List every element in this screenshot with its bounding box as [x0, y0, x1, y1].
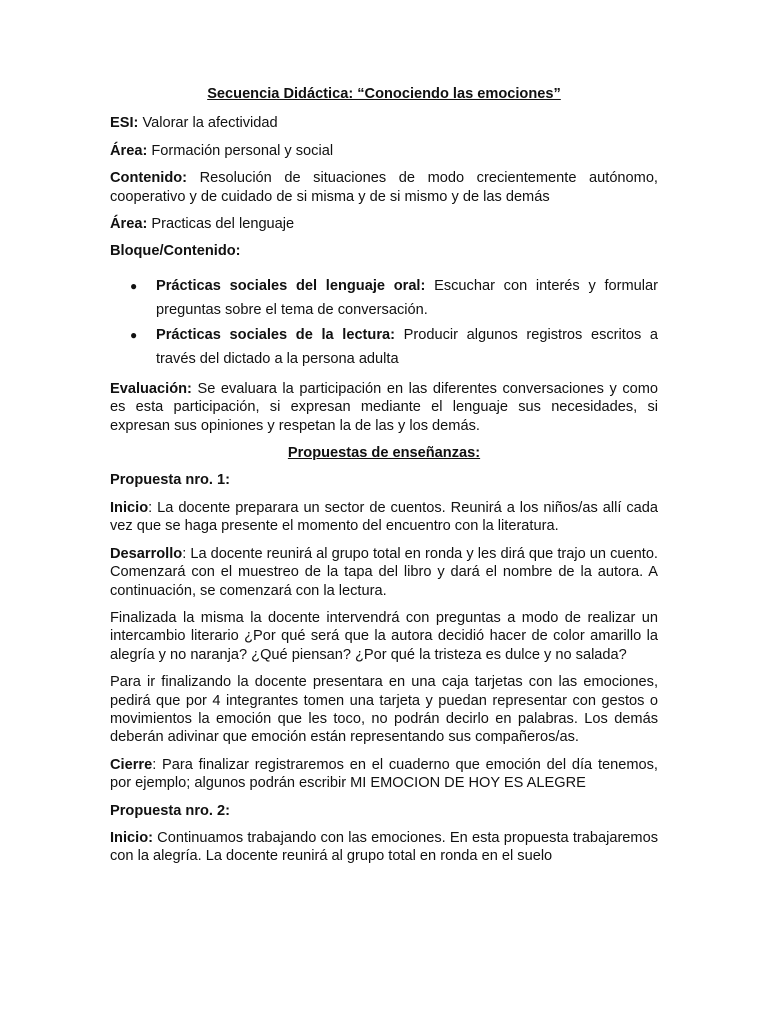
propuestas-heading: Propuestas de enseñanzas: [287, 445, 481, 462]
inicio-label: Inicio: [110, 829, 153, 846]
propuesta-title-text: Propuesta nro. 1: [110, 472, 231, 489]
inicio-text: Continuamos trabajando con las emociones. En esta propuesta trabajaremos con la alegría. La docente reunirá al grupo total en ronda en el suelo [110, 829, 658, 865]
esi-line [110, 114, 658, 132]
desarrollo-text: : La docente reunirá al grupo total en ronda y les dirá que trajo un cuento. Comenzará con el muestreo de la tapa del libro y dará el nombre de la autora. A continuación, se comenzará con la lectura. [110, 545, 658, 599]
bloque-contenido-line [110, 242, 658, 260]
bullet-label: Prácticas sociales del lenguaje oral: [156, 277, 426, 294]
evaluacion-paragraph [110, 380, 658, 435]
contenido-text: Resolución de situaciones de modo crecientemente autónomo, cooperativo y de cuidado de si misma y de si mismo y de las demás [110, 170, 658, 205]
propuesta-1-paragraph-tarjetas: Para ir finalizando la docente presentara en una caja tarjetas con las emociones, pedirá que por 4 integrantes tomen una tarjeta y puedan representar con gestos o movimientos la emoción que les toco, no podrán decirlo en palabras. Los demás deberán adivinar que emoción están representando sus compañeros/as. [110, 674, 658, 746]
propuesta-1-title [110, 471, 658, 489]
area-formacion-line [110, 142, 658, 160]
evaluacion-label: Evaluación: [110, 380, 192, 397]
area-text: Practicas del lenguaje [147, 216, 295, 233]
propuesta-1-desarrollo [110, 545, 658, 600]
inicio-text: : La docente preparara un sector de cuentos. Reunirá a los niños/as allí cada vez que se haga presente el momento del encuentro con la literatura. [110, 499, 658, 535]
bullet-label: Prácticas sociales de la lectura: [156, 326, 395, 343]
evaluacion-text: Se evaluara la participación en las diferentes conversaciones y como es esta participación, si expresan mediante el lenguaje sus necesidades, si expresan sus opiniones y respetan la de las y los demás. [110, 380, 658, 434]
cierre-text: : Para finalizar registraremos en el cuaderno que emoción del día tenemos, por ejemplo; algunos podrán escribir MI EMOCION DE HOY ES ALEGRE [110, 756, 658, 792]
bloque-label: Bloque/Contenido: [110, 243, 241, 260]
cierre-label: Cierre [110, 756, 153, 773]
propuesta-1-paragraph-intercambio: Finalizada la misma la docente intervendrá con preguntas a modo de realizar un intercambio literario ¿Por qué será que la autora decidió hacer de color amarillo la alegría y no naranja? ¿Qué piensan? ¿Por qué la tristeza es dulce y no salada? [110, 609, 658, 663]
propuesta-1-cierre [110, 756, 658, 793]
area-text: Formación personal y social [147, 142, 334, 159]
contenido-label: Contenido: [110, 170, 188, 187]
list-item [110, 323, 658, 371]
esi-label: ESI: [110, 115, 139, 132]
inicio-label: Inicio [110, 499, 149, 516]
bullet-icon: ● [130, 327, 138, 342]
propuesta-1-inicio [110, 499, 658, 536]
list-item [110, 274, 658, 322]
esi-text: Valorar la afectividad [138, 115, 278, 132]
document-title: Secuencia Didáctica: “Conociendo las emociones” [207, 86, 561, 102]
desarrollo-label: Desarrollo [110, 545, 183, 562]
area-label: Área: [110, 216, 148, 233]
propuesta-title-text: Propuesta nro. 2: [110, 802, 231, 819]
propuesta-2-inicio [110, 829, 658, 866]
area-lenguaje-line [110, 215, 658, 233]
propuesta-2-title [110, 802, 658, 820]
contenido-paragraph [110, 169, 658, 206]
bullet-icon: ● [130, 278, 138, 293]
bullet-text: Escuchar con interés y formular preguntas sobre el tema de conversación. [156, 277, 658, 318]
bullet-list [110, 274, 658, 371]
area-label: Área: [110, 142, 148, 159]
bullet-text: Producir algunos registros escritos a través del dictado a la persona adulta [156, 326, 659, 367]
